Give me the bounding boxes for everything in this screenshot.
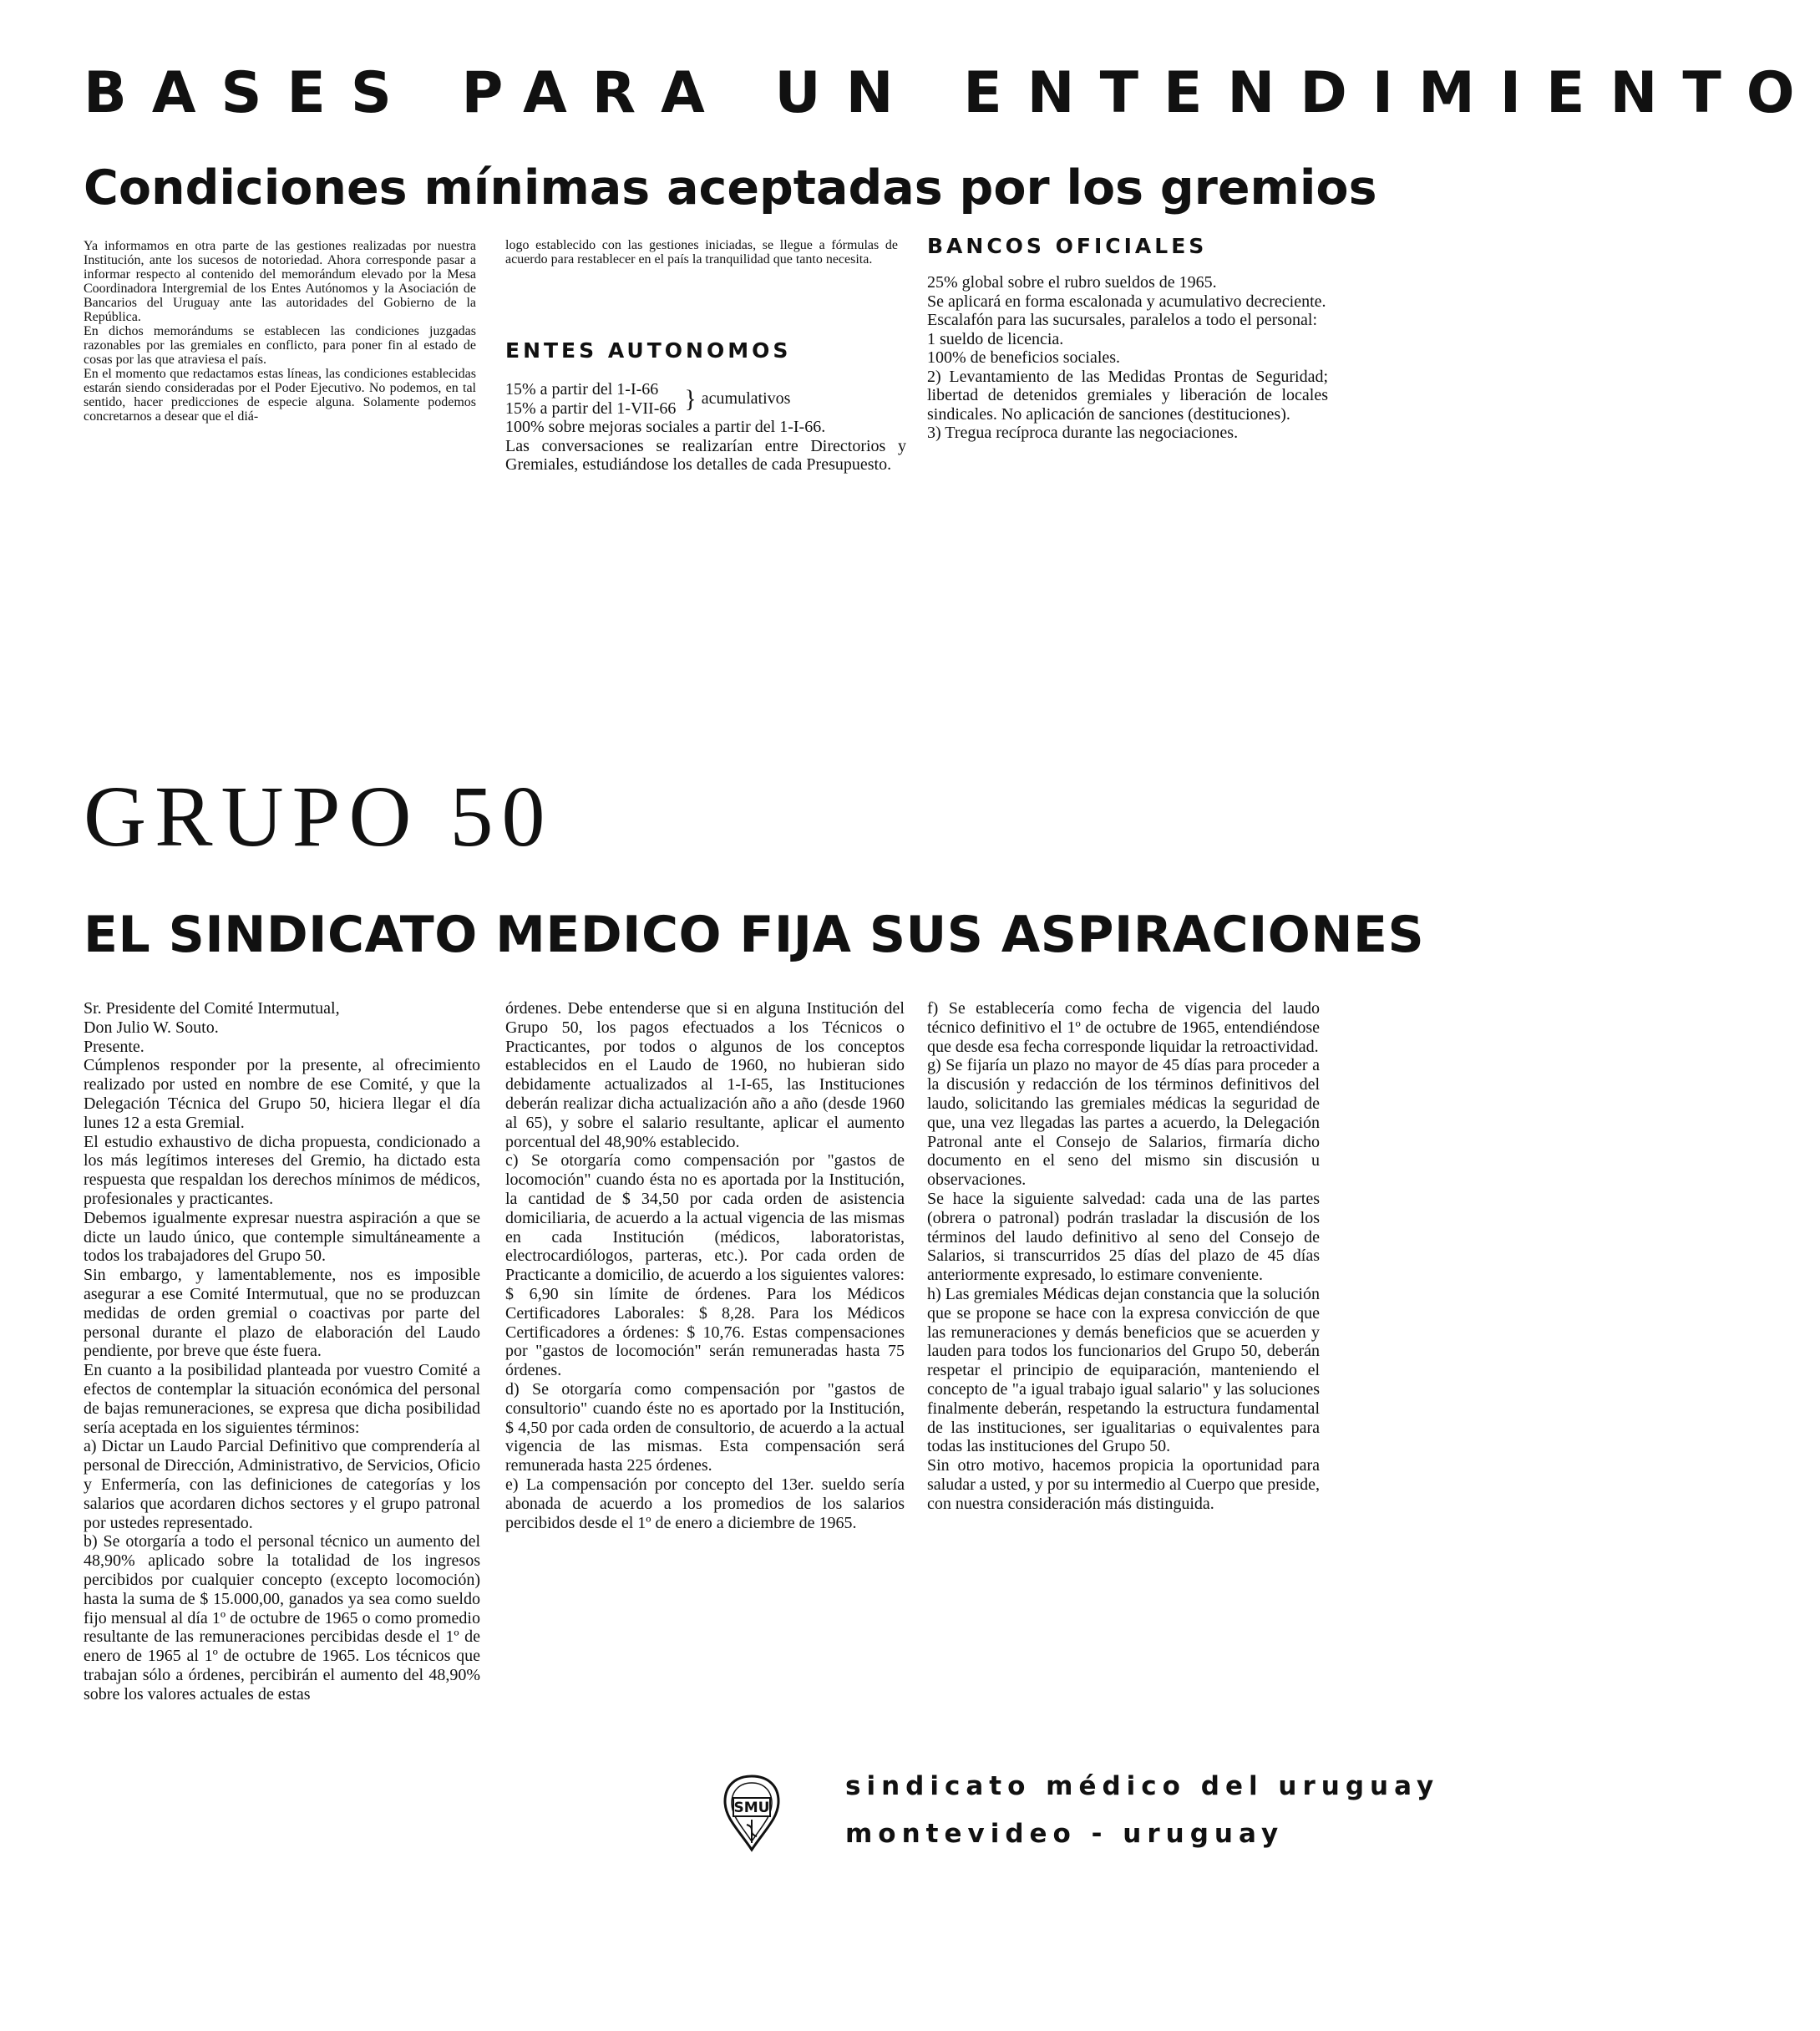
rate-line: 15% a partir del 1-I-66 [505, 380, 659, 399]
brace-icon: } [684, 384, 697, 413]
paragraph: Don Julio W. Souto. [84, 1018, 219, 1037]
grupo-subtitle: EL SINDICATO MEDICO FIJA SUS ASPIRACIONES [84, 906, 1425, 964]
paragraph: logo establecido con las gestiones iniciadas, se llegue a fórmulas de acuerdo para restablecer en el país la tranquilidad que tanto necesita. [505, 238, 898, 267]
paragraph: Debemos igualmente expresar nuestra aspiración a que se dicte un laudo único, que contemple simultáneamente a todos los trabajadores del Grupo 50. [84, 1208, 480, 1266]
entes-body [505, 380, 906, 475]
paragraph: órdenes. Debe entenderse que si en alguna Institución del Grupo 50, los pagos efectuados a los Técnicos o Practicantes, por todos o algunos de los conceptos establecidos en el Laudo de 1960, no hubieran sido debidamente actualizados al 1-I-65, las Instituciones deberán realizar dicha actualización año a año (desde 1960 al 65), y sobre el salario resultante, aplicar el aumento porcentual del 48,90% establecido. [505, 999, 905, 1151]
paragraph: h) Las gremiales Médicas dejan constancia que la solución que se propone se hace con la expresa convicción de que las remuneraciones y demás beneficios que se acuerden y lauden para todos los funcionarios del Grupo 50, deberán respetar el principio de equiparación, manteniendo el concepto de "a igual trabajo igual salario" y las soluciones finalmente deberán, respetando la estructura fundamental de las instituciones, ser igualitarias o equivalentes para todas las instituciones del Grupo 50. [927, 1284, 1320, 1456]
entes-line: 100% sobre mejoras sociales a partir del 1-I-66. [505, 418, 826, 436]
logo-text: SMU [733, 1800, 770, 1816]
paragraph: e) La compensación por concepto del 13er. sueldo sería abonada de acuerdo a los promedios de los salarios percibidos desde el 1º de enero a diciembre de 1965. [505, 1475, 905, 1532]
paragraph: El estudio exhaustivo de dicha propuesta, condicionado a los más legítimos intereses del Gremio, ha dictado esta respuesta que respaldan los derechos mínimos de médicos, profesionales y practicantes. [84, 1132, 480, 1208]
letter-column-1 [84, 999, 480, 1704]
footer-location: montevideo - uruguay [845, 1819, 1285, 1849]
bancos-line: Escalafón para las sucursales, paralelos a todo el personal: [927, 311, 1318, 329]
page-title: BASES PARA UN ENTENDIMIENTO [84, 60, 1820, 126]
paragraph: c) Se otorgaría como compensación por "gastos de locomoción" cuando ésta no es aportada por la Institución, la cantidad de $ 34,50 por cada orden de asistencia domiciliaria, de acuerdo a la actual vigencia de las mismas en cada Institución (médicos, laboratoristas, electrocardiólogos, parteras, etc.). Por cada orden de Practicante a domicilio, de acuerdo a los siguientes valores: $ 6,90 sin límite de órdenes. Para los Médicos Certificadores Laborales: $ 8,28. Para los Médicos Certificadores a órdenes: $ 10,76. Estas compensaciones por "gastos de locomoción" serán remuneradas hasta 75 órdenes. [505, 1151, 905, 1380]
grupo-title: GRUPO 50 [84, 769, 554, 865]
brace-label: acumulativos [701, 389, 791, 409]
bancos-line: Se aplicará en forma escalonada y acumulativo decreciente. [927, 292, 1326, 311]
rate-line: 15% a partir del 1-VII-66 [505, 399, 677, 418]
bancos-body [927, 273, 1328, 443]
paragraph: g) Se fijaría un plazo no mayor de 45 días para proceder a la discusión y redacción de los términos definitivos del laudo, solicitando las gremiales médicas la seguridad de que, una vez llegadas las partes a acuerdo, la Delegación Patronal ante el Consejo de Salarios, firmaría dicho documento en el seno del mismo sin discusión u observaciones. [927, 1056, 1320, 1190]
entes-heading: ENTES AUTONOMOS [505, 338, 792, 363]
smu-logo-svg [718, 1773, 785, 1853]
paragraph: f) Se establecería como fecha de vigencia del laudo técnico definitivo el 1º de octubre de 1965, entendiéndose que desde esa fecha corresponde liquidar la retroactividad. [927, 999, 1320, 1056]
bancos-line: 3) Tregua recíproca durante las negociaciones. [927, 424, 1239, 442]
bancos-heading: BANCOS OFICIALES [927, 234, 1208, 258]
paragraph: Sin otro motivo, hacemos propicia la oportunidad para saludar a usted, y por su intermedio al Cuerpo que preside, con nuestra consideración más distinguida. [927, 1456, 1320, 1513]
rates-block [505, 380, 906, 418]
paragraph: Presente. [84, 1037, 144, 1056]
paragraph: a) Dictar un Laudo Parcial Definitivo que comprendería al personal de Dirección, Administrativo, de Servicios, Oficio y Enfermería, con las definiciones de categorías y los salarios que acordaren dichos sectores y el grupo patronal por ustedes representado. [84, 1437, 480, 1532]
paragraph: Se hace la siguiente salvedad: cada una de las partes (obrera o patronal) podrán trasladar la discusión de los términos del laudo definitivo al seno del Consejo de Salarios, si transcurridos 25 días del plazo de 45 días anteriormente expresado, lo estimare conveniente. [927, 1189, 1320, 1285]
page-subtitle: Condiciones mínimas aceptadas por los gremios [84, 160, 1377, 216]
bancos-line: 1 sueldo de licencia. [927, 329, 1064, 348]
entes-line: Las conversaciones se realizarían entre Directorios y Gremiales, estudiándose los detalles de cada Presupuesto. [505, 436, 906, 474]
intro-column [84, 239, 476, 424]
paragraph: Sr. Presidente del Comité Intermutual, [84, 999, 340, 1018]
paragraph: Sin embargo, y lamentablemente, nos es imposible asegurar a ese Comité Intermutual, que no se produzcan medidas de orden gremial o coactivas por parte del personal durante el plazo de elaboración del Laudo pendiente, por breve que éste fuera. [84, 1266, 480, 1361]
paragraph: d) Se otorgaría como compensación por "gastos de consultorio" cuando éste no es aportado por la Institución, $ 4,50 por cada orden de consultorio, de acuerdo a la actual vigencia de las mismas. Esta compensación será remunerada hasta 225 órdenes. [505, 1379, 905, 1475]
paragraph: En cuanto a la posibilidad planteada por vuestro Comité a efectos de contemplar la situación económica del personal de bajas remuneraciones, se expresa que dicha posibilidad sería aceptada en los siguientes términos: [84, 1361, 480, 1437]
smu-logo-icon [718, 1773, 785, 1853]
continuation-column [505, 239, 898, 267]
paragraph: b) Se otorgaría a todo el personal técnico un aumento del 48,90% aplicado sobre la totalidad de los ingresos percibidos por cualquier concepto (excepto locomoción) hasta la suma de $ 15.000,00, ganados ya sea como sueldo fijo mensual al día 1º de octubre de 1965 o como promedio resultante de las remuneraciones percibidas desde el 1º de enero de 1965 al 1º de octubre de 1965. Los técnicos que trabajan sólo a órdenes, percibirán el aumento del 48,90% sobre los valores actuales de estas [84, 1532, 480, 1704]
bancos-line: 2) Levantamiento de las Medidas Prontas de Seguridad; libertad de detenidos gremiales y liberación de locales sindicales. No aplicación de sanciones (destituciones). [927, 367, 1328, 424]
footer-org-name: sindicato médico del uruguay [845, 1771, 1440, 1801]
bancos-line: 100% de beneficios sociales. [927, 348, 1121, 367]
letter-column-3 [927, 999, 1320, 1514]
paragraph: Ya informamos en otra parte de las gestiones realizadas por nuestra Institución, ante los sucesos de notoriedad. Ahora corresponde pasar a informar respecto al contenido del memorándum elevado por la Mesa Coordinadora Intergremial de los Entes Autónomos y la Asociación de Bancarios del Uruguay ante las autoridades del Gobierno de la República. [84, 239, 476, 324]
bancos-line: 25% global sobre el rubro sueldos de 1965. [927, 273, 1217, 292]
paragraph: En el momento que redactamos estas líneas, las condiciones establecidas estarán siendo consideradas por el Poder Ejecutivo. No podemos, en tal sentido, hacer predicciones de especie alguna. Solamente podemos concretarnos a desear que el diá- [84, 367, 476, 424]
paragraph: En dichos memorándums se establecen las condiciones juzgadas razonables por las gremiales en conflicto, para poner fin al estado de cosas por las que atraviesa el país. [84, 324, 476, 367]
paragraph: Cúmplenos responder por la presente, al ofrecimiento realizado por usted en nombre de ese Comité, y que la Delegación Técnica del Grupo 50, hiciera llegar el día lunes 12 a esta Gremial. [84, 1056, 480, 1132]
letter-column-2 [505, 999, 905, 1532]
